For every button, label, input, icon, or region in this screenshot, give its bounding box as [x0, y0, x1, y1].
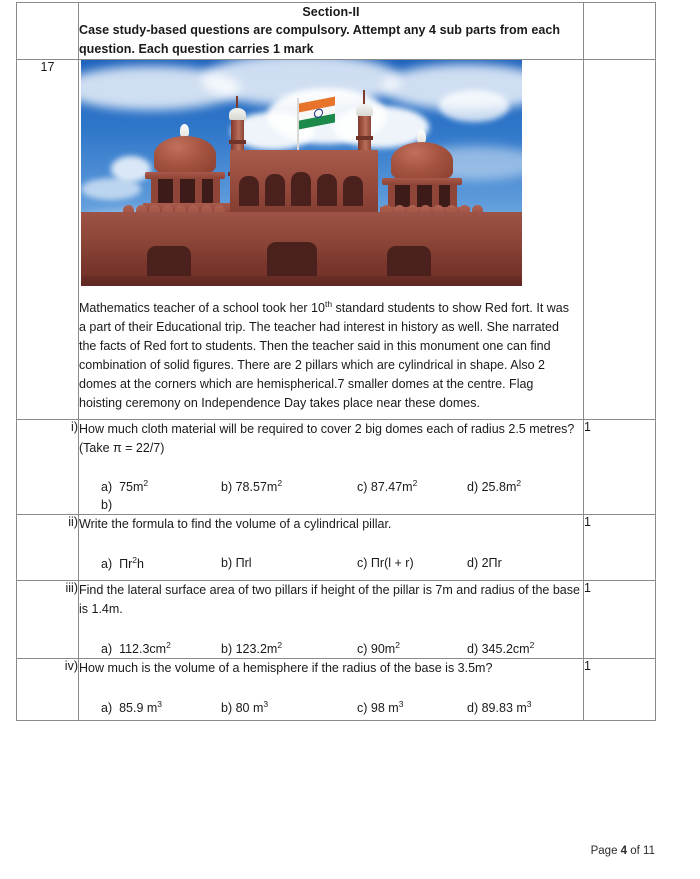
option-i-c[interactable]: c) $87.47m^2$ — [357, 478, 418, 495]
section-instructions: Case study-based questions are compulsory. Attempt any 4 sub parts from each question. Each question carries 1 mark — [79, 23, 561, 56]
case-study-paragraph — [79, 298, 583, 413]
subquestion-cell-i — [79, 419, 584, 514]
marks-iii: 1 — [584, 581, 656, 659]
option-ii-c[interactable]: c) Πr(l + r) — [357, 555, 414, 570]
header-number-cell — [17, 3, 79, 60]
case-text-after: standard students to show Red fort. It was a part of their Educational trip. The teacher had interest in history as well. She narrated the facts of Red fort to students. Then the teacher said in this monument one can find combination of solid figures. There are 2 pillars which are cylindrical in shape. Also 2 domes at the corners which are hemispherical.7 smaller domes at the centre. Flag hoisting ceremony on Independence Day takes place near these domes. — [79, 300, 569, 410]
option-iv-b[interactable]: b) 80 $m^3$ — [221, 699, 269, 716]
footer-suffix: of 11 — [627, 845, 655, 857]
question-table — [16, 2, 656, 721]
subquestion-cell-iv — [79, 659, 584, 721]
table-row-subquestion-i — [17, 419, 656, 514]
table-row-case-study — [17, 59, 656, 419]
subquestion-cell-iii — [79, 581, 584, 659]
marks-i: 1 — [584, 419, 656, 514]
section-header-cell — [79, 3, 584, 60]
table-row-subquestion-iv — [17, 659, 656, 721]
subquestion-stem-ii: Write the formula to find the volume of a cylindrical pillar. — [79, 517, 392, 532]
subquestion-cell-ii — [79, 515, 584, 581]
option-i-stray[interactable]: b) — [101, 498, 113, 513]
footer-prefix: Page — [590, 845, 621, 857]
marks-ii: 1 — [584, 515, 656, 581]
case-text-before: Mathematics teacher of a school took her 10 — [79, 300, 325, 315]
option-iii-b[interactable]: b) $123.2m^2$ — [221, 639, 283, 656]
option-list-i — [79, 477, 583, 497]
subquestion-stem-iii: Find the lateral surface area of two pillars if height of the pillar is 7m and radius of the base is 1.4m. — [79, 583, 580, 616]
case-study-marks-cell — [584, 59, 656, 419]
option-i-b[interactable]: b) $78.57m^2$ — [221, 478, 283, 495]
subquestion-label-iii: iii) — [17, 581, 79, 659]
option-iii-d[interactable]: d) $345.2cm^2$ — [467, 639, 535, 656]
table-row-subquestion-iii — [17, 581, 656, 659]
option-ii-b[interactable]: b) Πrl — [221, 555, 252, 570]
marks-iv: 1 — [584, 659, 656, 721]
option-list-iv — [79, 698, 583, 718]
ordinal-suffix: th — [324, 298, 333, 309]
option-list-ii — [79, 554, 583, 574]
option-iii-a[interactable]: a) $112.3cm^2$ — [101, 639, 171, 656]
footer-page-number: 4 — [620, 845, 628, 857]
option-iii-c[interactable]: c) $90m^2$ — [357, 639, 400, 656]
option-i-a[interactable]: a) $75m^2$ — [101, 478, 149, 495]
section-heading: Section-II — [302, 5, 360, 19]
subquestion-label-ii: ii) — [17, 515, 79, 581]
table-row-subquestion-ii — [17, 515, 656, 581]
red-fort-image — [81, 60, 522, 286]
option-list-iii — [79, 639, 583, 659]
subquestion-label-iv: iv) — [17, 659, 79, 721]
option-ii-a[interactable]: a) $\Pi r^2h$ — [101, 554, 144, 571]
subquestion-stem-iv: How much is the volume of a hemisphere if the radius of the base is 3.5m? — [79, 661, 493, 676]
option-iv-d[interactable]: d) 89.83 $m^3$ — [467, 699, 532, 716]
subquestion-label-i: i) — [17, 419, 79, 514]
case-study-cell — [79, 59, 584, 419]
header-marks-cell — [584, 3, 656, 60]
table-row-section-header — [17, 3, 656, 60]
option-iv-a[interactable]: a) 85.9 $m^3$ — [101, 699, 163, 716]
option-i-d[interactable]: d) $25.8m^2$ — [467, 478, 522, 495]
question-number: 17 — [17, 59, 79, 419]
option-iv-c[interactable]: c) 98 $m^3$ — [357, 699, 404, 716]
page-footer — [591, 845, 655, 857]
subquestion-stem-i: How much cloth material will be required to cover 2 big domes each of radius 2.5 metres? (Take π = 22/7) — [79, 421, 575, 455]
option-ii-d[interactable]: d) 2Πr — [467, 555, 502, 570]
